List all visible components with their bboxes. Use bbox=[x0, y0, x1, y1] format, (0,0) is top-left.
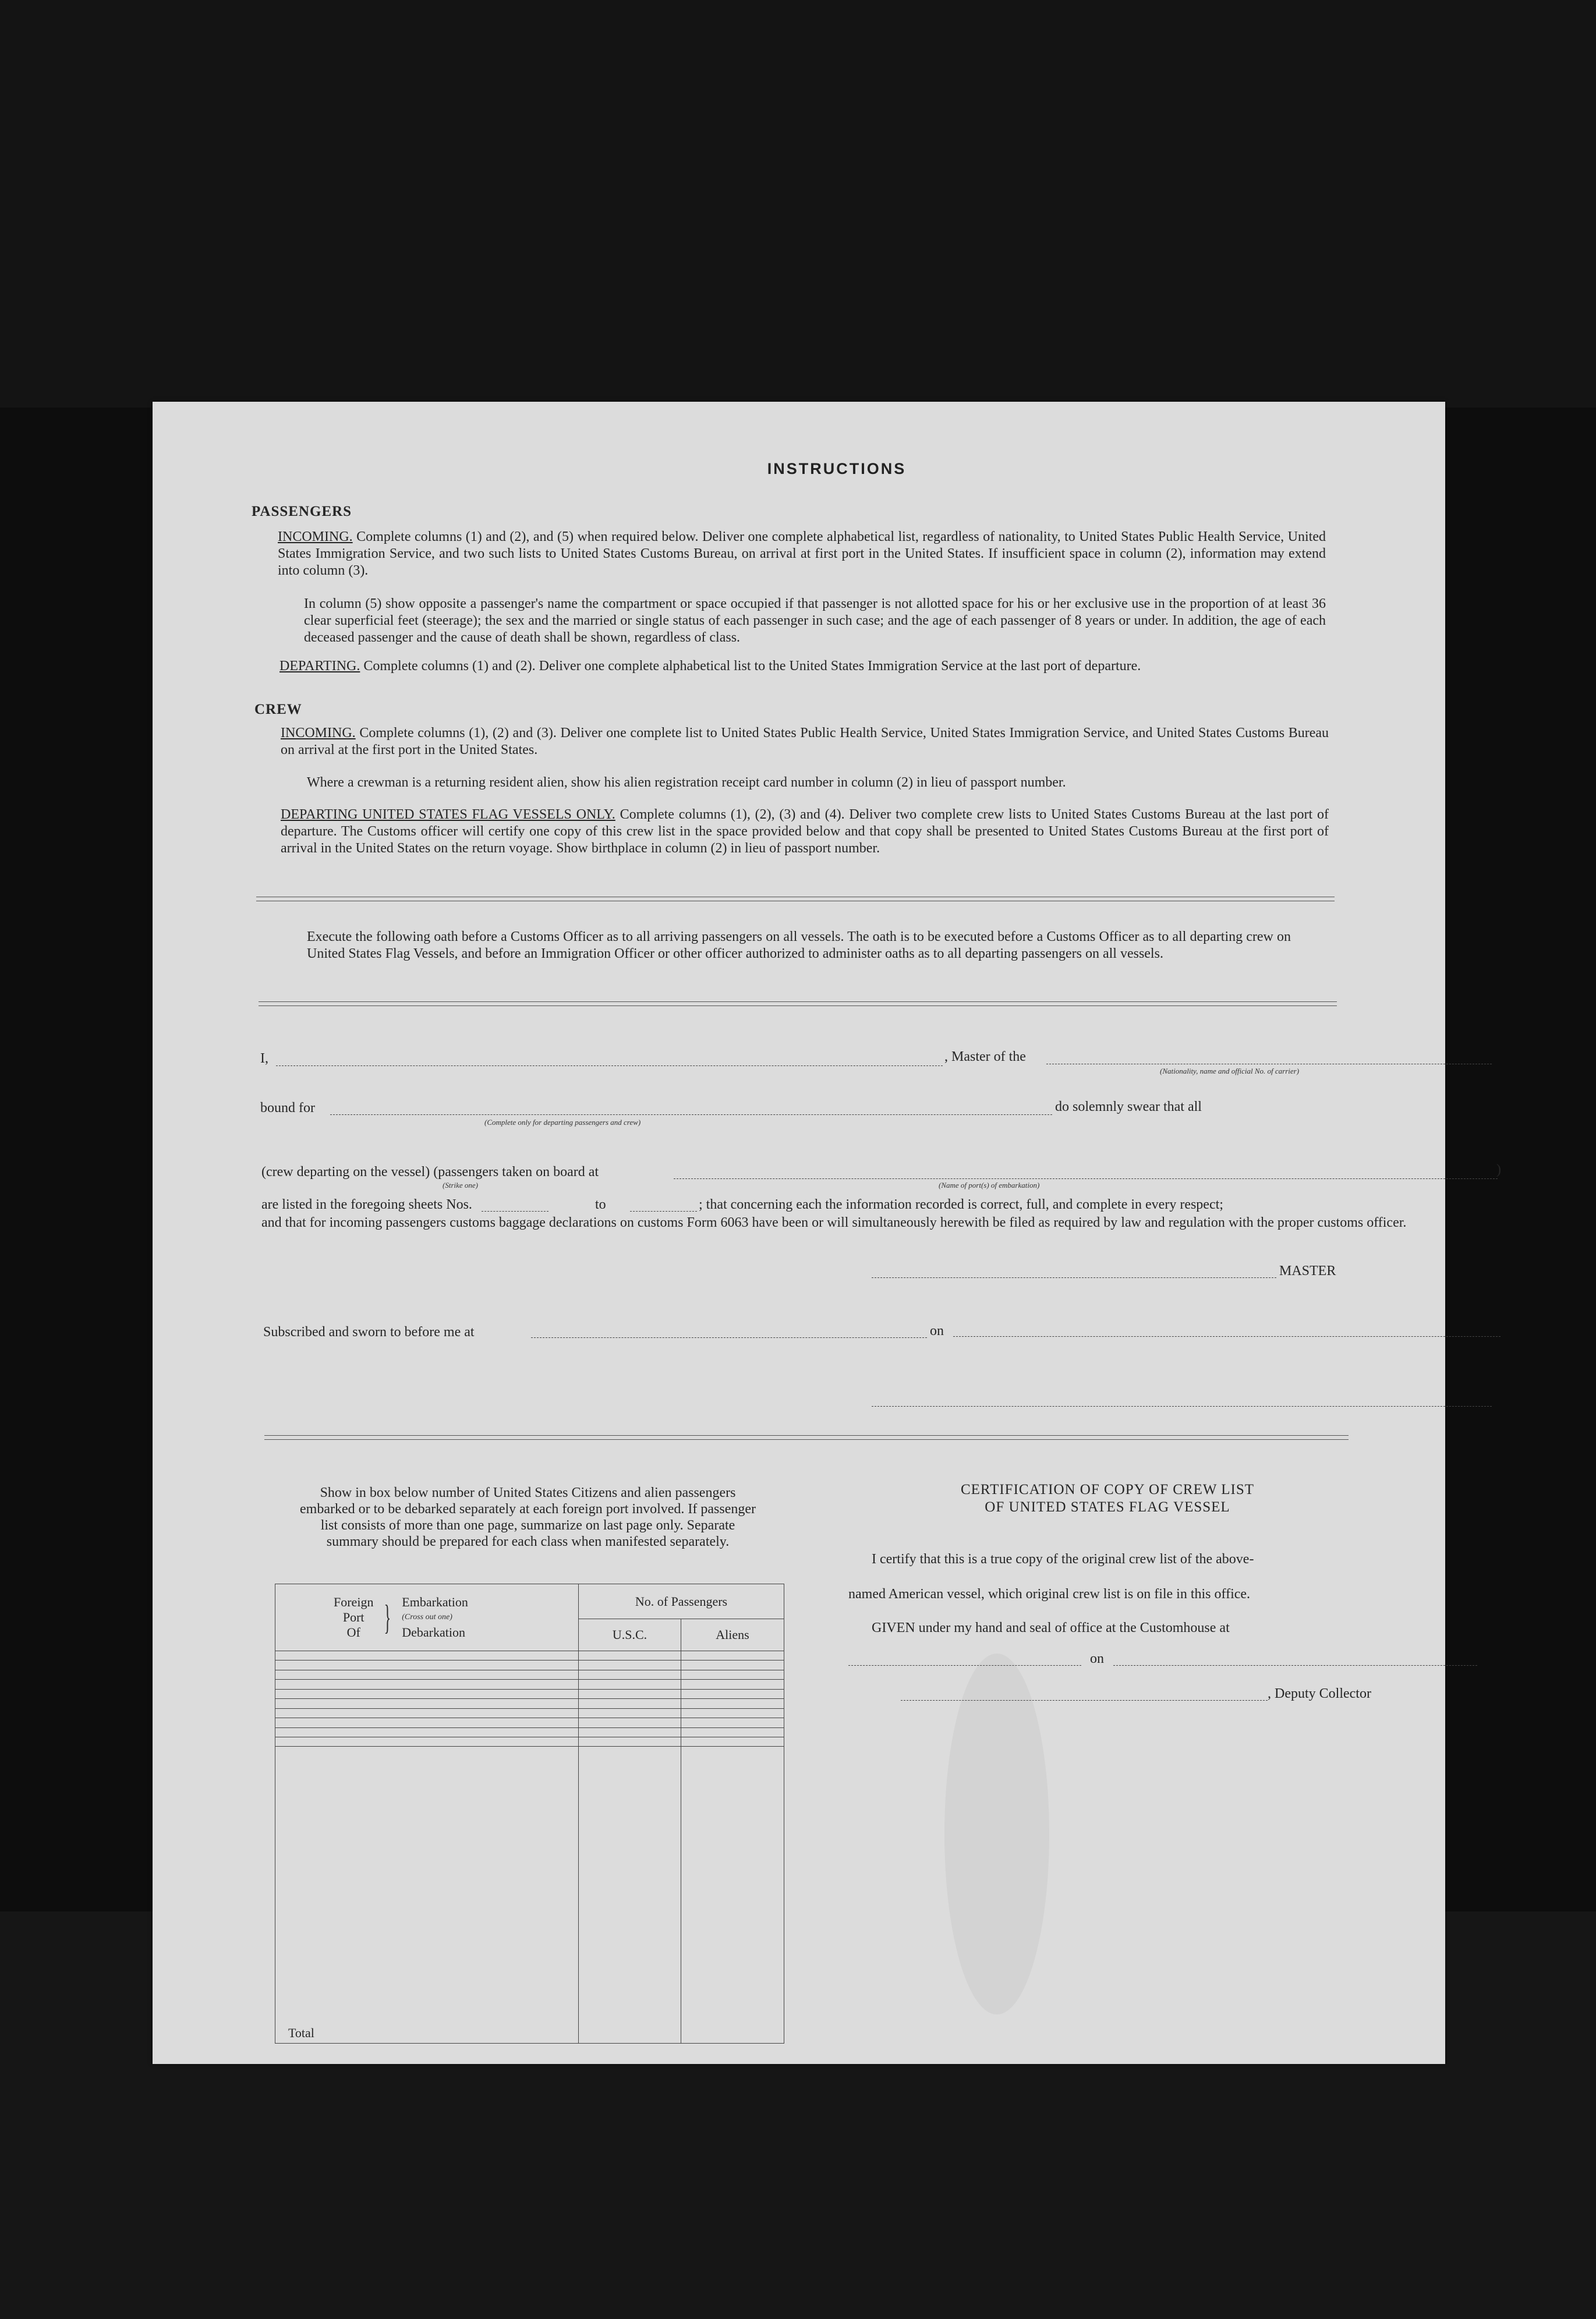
crew-incoming-paragraph bbox=[281, 725, 1329, 759]
sheets-to-label: to bbox=[595, 1197, 606, 1212]
table-row bbox=[275, 1718, 784, 1727]
document-page bbox=[153, 402, 1501, 2064]
embarkation-label: Embarkation bbox=[402, 1595, 468, 1609]
oath-statement-1: ; that concerning each the information recorded is correct, full, and complete in every respect; bbox=[699, 1197, 1223, 1212]
of-label: Of bbox=[346, 1625, 360, 1640]
bleed-through-stamp bbox=[944, 1654, 1049, 2014]
deputy-collector-label: , Deputy Collector bbox=[1268, 1686, 1371, 1701]
port-header bbox=[275, 1584, 579, 1651]
sworn-date-field[interactable] bbox=[953, 1336, 1501, 1337]
sworn-on-label: on bbox=[930, 1323, 944, 1339]
bound-for-field[interactable] bbox=[330, 1114, 1052, 1115]
sheets-label: are listed in the foregoing sheets Nos. bbox=[261, 1197, 472, 1212]
table-row bbox=[275, 1708, 784, 1718]
certification-text-2: named American vessel, which original crew list is on file in this office. bbox=[848, 1587, 1251, 1602]
bound-for-hint: (Complete only for departing passengers and crew) bbox=[484, 1118, 641, 1127]
oath-statement-2: and that for incoming passengers customs baggage declarations on customs Form 6063 have been or will simultaneously herewith be filed as required by law and regulation with the proper customs officer. bbox=[261, 1215, 1407, 1230]
master-of-the-label: , Master of the bbox=[944, 1049, 1026, 1064]
brace-icon: } bbox=[384, 1598, 391, 1637]
master-signature-field[interactable] bbox=[872, 1277, 1276, 1278]
table-row bbox=[275, 1651, 784, 1661]
crew-incoming-paragraph-2: Where a crewman is a returning resident alien, show his alien registration receipt card number in column (2) in lieu of passport number. bbox=[307, 775, 1066, 790]
ports-hint: (Name of port(s) of embarkation) bbox=[939, 1181, 1040, 1189]
deputy-signature-field[interactable] bbox=[901, 1700, 1268, 1701]
no-of-passengers-header: No. of Passengers bbox=[579, 1584, 784, 1619]
table-row bbox=[275, 1670, 784, 1679]
table-row bbox=[275, 1661, 784, 1670]
total-row bbox=[275, 1747, 784, 2044]
passengers-heading: PASSENGERS bbox=[252, 504, 352, 519]
instructions-heading: INSTRUCTIONS bbox=[767, 460, 907, 477]
aliens-header: Aliens bbox=[681, 1619, 784, 1651]
swear-label: do solemnly swear that all bbox=[1055, 1099, 1202, 1114]
crew-incoming-text: Complete columns (1), (2) and (3). Deliver one complete list to United States Public Health Service, United States Immigration Service, and United States Customs Bureau on arrival at the first port in the United States. bbox=[281, 725, 1329, 757]
customhouse-field[interactable] bbox=[848, 1665, 1081, 1666]
crew-heading: CREW bbox=[254, 702, 302, 717]
divider-2 bbox=[259, 1001, 1337, 1006]
port-label: Port bbox=[342, 1610, 365, 1624]
usc-header: U.S.C. bbox=[579, 1619, 681, 1651]
passengers-incoming-paragraph bbox=[278, 529, 1326, 579]
passengers-incoming-paragraph-2: In column (5) show opposite a passenger's name the compartment or space occupied if that passenger is not allotted space for his or her exclusive use in the proportion of at least 36 clear superficial feet (steerage); the sex and the married or single status of each passenger in such case; and the age of each passenger of 8 years or under. In addition, the age of each deceased passenger and the cause of death shall be shown, regardless of class. bbox=[304, 596, 1326, 645]
passengers-departing-paragraph bbox=[279, 658, 1328, 675]
oath-intro: Execute the following oath before a Customs Officer as to all arriving passengers on all vessels. The oath is to be executed before a Customs Officer as to all departing crew on United States Flag Vessels, and before an Immigration Officer or other officer authorized to administer oaths as to all departing passengers on all vessels. bbox=[307, 929, 1291, 961]
table-row bbox=[275, 1737, 784, 1746]
certification-date-field[interactable] bbox=[1113, 1665, 1477, 1666]
close-paren: ) bbox=[1496, 1162, 1501, 1177]
table-row bbox=[275, 1680, 784, 1689]
bound-for-label: bound for bbox=[260, 1100, 315, 1116]
table-row bbox=[275, 1699, 784, 1708]
certification-title-1: CERTIFICATION OF COPY OF CREW LIST bbox=[960, 1482, 1255, 1497]
divider-3 bbox=[264, 1435, 1349, 1440]
oath-i-label: I, bbox=[260, 1051, 268, 1066]
crew-departing-paragraph bbox=[281, 806, 1329, 857]
certification-text-1: I certify that this is a true copy of the original crew list of the above- bbox=[872, 1552, 1254, 1567]
sworn-place-field[interactable] bbox=[531, 1337, 927, 1338]
debarkation-label: Debarkation bbox=[402, 1625, 465, 1640]
crew-incoming-label: INCOMING. bbox=[281, 725, 356, 741]
table-row bbox=[275, 1727, 784, 1737]
passengers-departing-text: Complete columns (1) and (2). Deliver one complete alphabetical list to the United States Immigration Service at the last port of departure. bbox=[360, 658, 1141, 674]
subscribed-label: Subscribed and sworn to before me at bbox=[263, 1325, 475, 1340]
certification-title-2: OF UNITED STATES FLAG VESSEL bbox=[985, 1499, 1230, 1515]
passengers-departing-label: DEPARTING. bbox=[279, 658, 360, 674]
passengers-incoming-text: Complete columns (1) and (2), and (5) when required below. Deliver one complete alphabetical list, regardless of nationality, to United States Public Health Service, United States Immigration Service, and two such lists to United States Customs Bureau, on arrival at first port in the United States. If insufficient space in column (2), information may extend into column (3). bbox=[278, 529, 1326, 578]
master-label: MASTER bbox=[1279, 1263, 1336, 1279]
summary-intro: Show in box below number of United States Citizens and alien passengers embarked or to be debarked separately at each foreign port involved. If passenger list consists of more than one page, summarize on last page only. Separate summary should be prepared for each class when manifested separately. bbox=[300, 1485, 756, 1549]
certification-text-3: GIVEN under my hand and seal of office at the Customhouse at bbox=[872, 1620, 1230, 1635]
crew-departing-label: DEPARTING UNITED STATES FLAG VESSELS ONLY. bbox=[281, 807, 615, 822]
crew-departing-text: Complete columns (1), (2), (3) and (4). Deliver two complete crew lists to United States Customs Bureau at the last port of departure. The Customs officer will certify one copy of this crew list in the space provided below and that copy shall be presented to United States Customs Bureau at the first port of arrival in the United States on the return voyage. Show birthplace in column (2) in lieu of passport number. bbox=[281, 807, 1329, 856]
foreign-label: Foreign bbox=[334, 1595, 374, 1609]
embarkation-ports-field[interactable] bbox=[674, 1178, 1498, 1179]
table-row bbox=[275, 1689, 784, 1698]
crew-departing-label-oath: (crew departing on the vessel) (passengers taken on board at bbox=[261, 1164, 599, 1180]
scan-border-top bbox=[0, 0, 1596, 408]
divider-1 bbox=[256, 897, 1335, 901]
officer-signature-field[interactable] bbox=[872, 1406, 1492, 1407]
sheets-to-field[interactable] bbox=[630, 1211, 697, 1212]
total-label: Total bbox=[275, 1747, 579, 2044]
strike-one-hint: (Strike one) bbox=[443, 1181, 479, 1189]
sheets-from-field[interactable] bbox=[482, 1211, 548, 1212]
passengers-incoming-label: INCOMING. bbox=[278, 529, 353, 544]
certification-on-label: on bbox=[1090, 1651, 1104, 1666]
passenger-summary-table bbox=[275, 1584, 784, 2044]
cross-out-hint: (Cross out one) bbox=[402, 1613, 452, 1621]
carrier-hint: (Nationality, name and official No. of carrier) bbox=[1160, 1067, 1300, 1075]
master-name-field[interactable] bbox=[276, 1065, 943, 1066]
